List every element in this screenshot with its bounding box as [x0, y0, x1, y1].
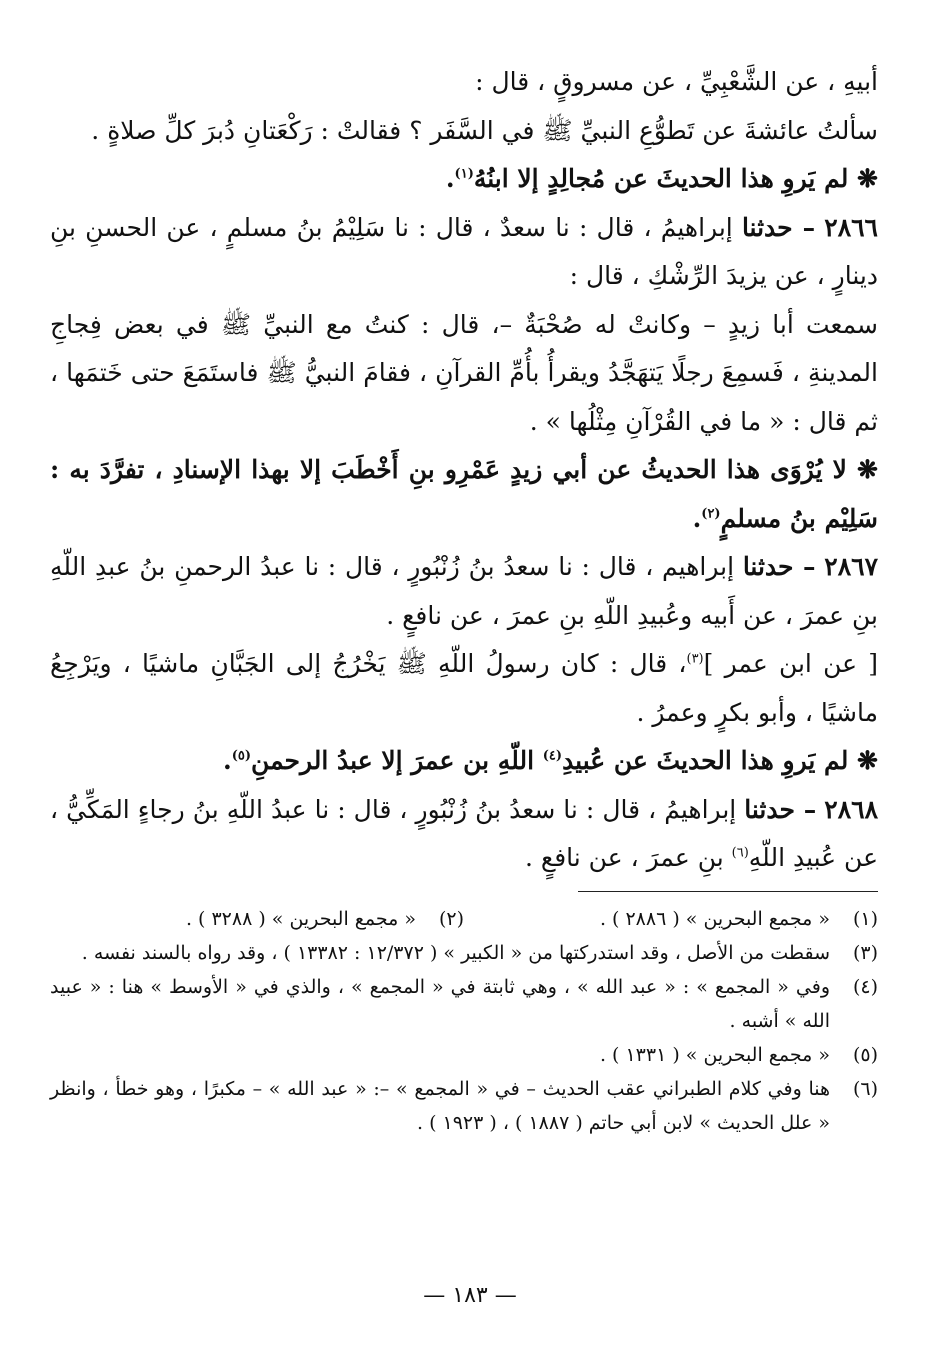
comment-text: لا يُرْوَى هذا الحديثُ عن أبي زيدٍ عَمْرِو بنِ أَخْطَبَ إلا بهذا الإسنادِ ، تفرَّدَ به : سَلِيْم بنُ مسلمٍ: [50, 455, 878, 533]
footnote-number: (٢): [438, 907, 464, 930]
footnote-ref: (٣): [686, 651, 704, 667]
footnote-number: (٥): [852, 1043, 878, 1066]
footnote-divider: [578, 891, 878, 892]
star-marker: ❋: [857, 746, 878, 775]
footnote: [50, 1038, 878, 1072]
hadith-2866: [50, 204, 878, 301]
footnote: [50, 902, 464, 936]
footnote-ref: (١): [454, 166, 474, 182]
footnote-row: [50, 902, 878, 936]
comment-text: اللّهِ بن عمرَ إلا عبدُ الرحمنِ: [251, 746, 535, 775]
footnote-text: « مجمع البحرين » ( ٣٢٨٨ ) .: [185, 907, 416, 930]
main-text: [50, 58, 878, 883]
comment-text: لم يَروِ هذا الحديثَ عن عُبيدِ: [562, 746, 849, 775]
footnote: [50, 970, 878, 1038]
footnote-number: (١): [852, 907, 878, 930]
footnote-text: « مجمع البحرين » ( ٢٨٨٦ ) .: [599, 907, 830, 930]
editor-comment: ❋ لا يُرْوَى هذا الحديثُ عن أبي زيدٍ عَمْرِو بنِ أَخْطَبَ إلا بهذا الإسنادِ ، تفرَّدَ به : سَلِيْم بنُ مسلمٍ$^{(٢)}$.: [50, 455, 878, 533]
footnote-text: وفي « المجمع » : « عبد الله » ، وهي ثابتة في « المجمع » ، والذي في « الأوسط » هنا : « عبيد الله » أشبه .: [50, 975, 830, 1032]
isnad-text: إبراهيم ، قال : نا سعدُ بنُ زُنْبُورٍ ، قال : نا عبدُ الرحمنِ بنُ عبدِ اللّهِ بنِ عمرَ ، عن أَبيه وعُبيدِ اللّهِ بنِ عمرَ ، عن نافعٍ .: [50, 552, 878, 630]
hadith-lead: – حدثنا: [744, 794, 817, 824]
footnote-number: (٣): [852, 941, 878, 964]
footnote-number: (٤): [852, 975, 878, 998]
hadith-number: ٢٨٦٨: [824, 794, 878, 824]
comment-text: لم يَروِ هذا الحديثَ عن مُجالِدٍ إلا ابنُهُ: [473, 164, 849, 193]
footnote-text: سقطت من الأصل ، وقد استدركتها من « الكبير » ( ١٢/٣٧٢ : ١٣٣٨٢ ) ، وقد رواه بالسند نفسه .: [81, 941, 830, 964]
footnote-ref: (٥): [231, 748, 252, 764]
hadith-2868: [50, 786, 878, 883]
matn-text: ، قال : كان رسولُ اللّهِ ﷺ يَخْرُجُ إلى الجَبَّانِ ماشيًا ، ويَرْجِعُ ماشيًا ، وأبو بكرٍ وعمرُ .: [50, 649, 878, 727]
footnote-text: هنا وفي كلام الطبراني عقب الحديث – في « المجمع » –: « عبد الله » – مكبرًا ، وهو خطأ ، وانظر « علل الحديث » لابن أبي حاتم ( ١٨٨٧ ) ، ( ١٩٢٣ ) .: [50, 1077, 830, 1134]
editor-comment: ❋ لم يَروِ هذا الحديثَ عن مُجالِدٍ إلا ابنُهُ$^{(١)}$.: [445, 164, 878, 193]
footnote: [464, 902, 878, 936]
footnote-ref: (٢): [701, 506, 721, 522]
footnote-ref: (٤): [542, 748, 563, 764]
isnad-text: إبراهيمُ ، قال : نا سعدٌ ، قال : نا سَلِيْمُ بنُ مسلمٍ ، عن الحسنِ بنِ دينارٍ ، عن يزيدَ الرِّشْكِ ، قال :: [50, 212, 878, 290]
footnote-text: « مجمع البحرين » ( ١٣٣١ ) .: [599, 1043, 830, 1066]
text-line: سألتُ عائشةَ عن تَطوُّعِ النبيِّ ﷺ في السَّفَر ؟ فقالتْ : رَكْعَتانِ دُبرَ كلِّ صلاةٍ .: [91, 115, 878, 145]
editor-comment: ❋ لم يَروِ هذا الحديثَ عن عُبيدِ$^{(٤)}$ اللّهِ بن عمرَ إلا عبدُ الرحمنِ$^{(٥)}$.: [223, 746, 878, 775]
footnotes: [50, 902, 878, 1140]
isnad-text: بنِ عمرَ ، عن نافعٍ .: [525, 843, 724, 872]
footnote-number: (٦): [852, 1077, 878, 1100]
footnote-ref: (٦): [731, 845, 749, 861]
star-marker: ❋: [857, 164, 878, 193]
hadith-lead: – حدثنا: [741, 212, 816, 242]
isnad-text: إبراهيمُ ، قال : نا سعدُ بنُ زُنْبُورٍ ، قال : نا عبدُ اللّهِ بنُ رجاءٍ المَكِّيُّ ، عن عُبيدِ اللّهِ: [50, 794, 878, 872]
text-line: أبيهِ ، عن الشَّعْبِيِّ ، عن مسروقٍ ، قال :: [475, 67, 878, 96]
star-marker: ❋: [857, 455, 878, 484]
footnote: [50, 936, 878, 970]
matn-2867: [50, 640, 878, 737]
hadith-number: ٢٨٦٧: [824, 552, 879, 581]
hadith-lead: – حدثنا: [742, 552, 816, 581]
matn-2866: سمعت أبا زيدٍ – وكانتْ له صُحْبَةٌ –، قال : كنتُ مع النبيِّ ﷺ في بعض فِجاجِ المدينةِ ، فَسمِعَ رجلًا يَتهَجَّدُ ويقرأُ بأُمِّ القرآنِ ، فقامَ النبيُّ ﷺ فاستَمَعَ حتى خَتمَها ، ثم قال : « ما في القُرْآنِ مِثْلُها » .: [50, 309, 878, 436]
hadith-2867: [50, 543, 878, 640]
page-number: — ١٨٣ —: [423, 1283, 517, 1308]
matn-bracket: [ عن ابن عمر ]: [703, 649, 878, 678]
hadith-number: ٢٨٦٦: [824, 212, 878, 242]
footnote: [50, 1072, 878, 1140]
